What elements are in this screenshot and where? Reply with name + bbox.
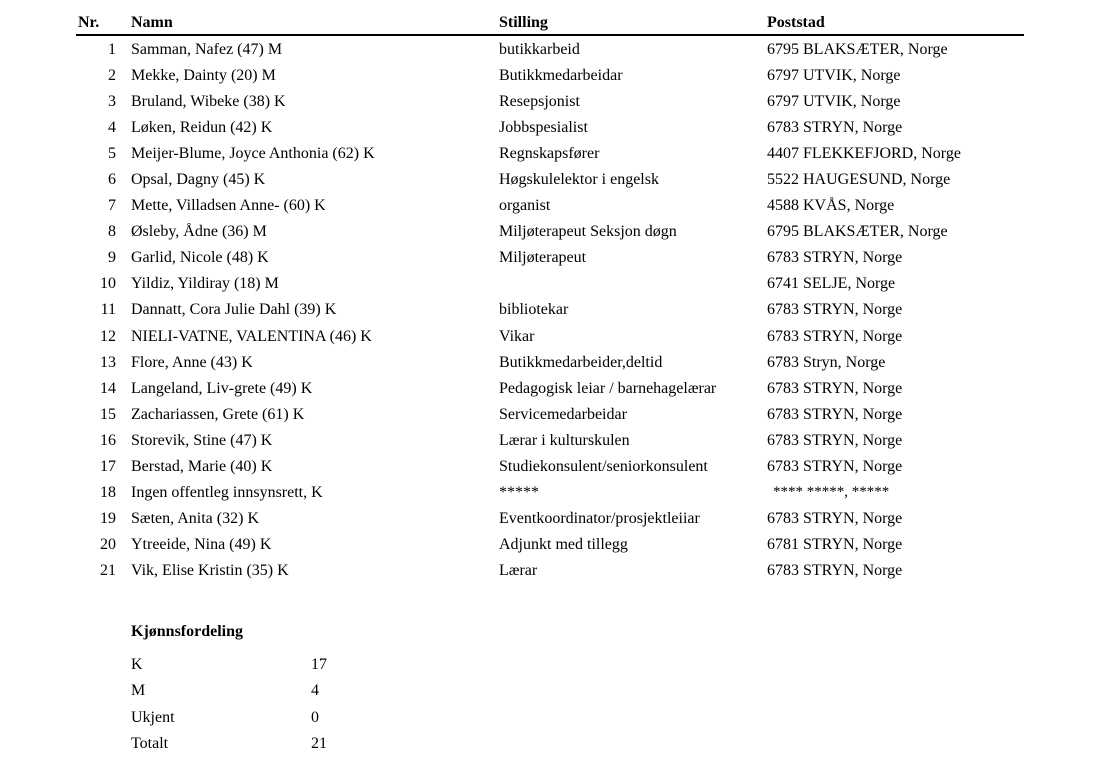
row-poststad: 6783 STRYN, Norge — [767, 327, 903, 345]
row-stilling: Servicemedarbeidar — [499, 405, 627, 423]
summary-row — [131, 706, 431, 732]
row-poststad: 6783 STRYN, Norge — [767, 119, 903, 137]
table-row — [76, 377, 1024, 403]
row-namn: Zachariassen, Grete (61) K — [131, 405, 305, 423]
row-namn: Mekke, Dainty (20) M — [131, 67, 276, 85]
row-nr: 21 — [100, 561, 116, 579]
row-poststad: 6783 STRYN, Norge — [767, 379, 903, 397]
summary-value: 21 — [311, 734, 327, 752]
row-nr: 20 — [100, 535, 116, 553]
table-row — [76, 142, 1024, 168]
row-namn: Samman, Nafez (47) M — [131, 41, 283, 58]
row-namn: Yildiz, Yildiray (18) M — [131, 275, 279, 293]
summary-label: M — [131, 682, 146, 700]
header-namn: Namn — [131, 14, 173, 31]
table-row — [76, 90, 1024, 116]
row-poststad: 6781 STRYN, Norge — [767, 535, 903, 553]
row-nr: 12 — [100, 327, 116, 345]
row-namn: NIELI-VATNE, VALENTINA (46) K — [131, 327, 372, 345]
table-row — [76, 38, 1024, 64]
table-row — [76, 298, 1024, 324]
row-nr: 19 — [100, 509, 116, 527]
row-namn: Berstad, Marie (40) K — [131, 457, 273, 475]
row-poststad: 6783 STRYN, Norge — [767, 249, 903, 267]
row-nr: 17 — [100, 457, 116, 475]
table-row — [76, 168, 1024, 194]
table-row — [76, 246, 1024, 272]
row-stilling: bibliotekar — [499, 301, 569, 319]
row-poststad: 6741 SELJE, Norge — [767, 275, 896, 293]
row-nr: 5 — [108, 145, 116, 163]
table-row — [76, 194, 1024, 220]
row-poststad: 6783 STRYN, Norge — [767, 509, 903, 527]
row-nr: 9 — [108, 249, 116, 267]
row-namn: Dannatt, Cora Julie Dahl (39) K — [131, 301, 337, 319]
row-poststad: 6797 UTVIK, Norge — [767, 93, 901, 111]
summary-row — [131, 679, 431, 705]
row-stilling: Resepsjonist — [499, 93, 580, 111]
applicant-table — [76, 38, 1024, 585]
row-nr: 10 — [100, 275, 116, 293]
row-poststad: 6783 STRYN, Norge — [767, 301, 903, 319]
row-stilling: Miljøterapeut — [499, 249, 587, 267]
row-namn: Meijer-Blume, Joyce Anthonia (62) K — [131, 145, 375, 163]
row-nr: 1 — [108, 41, 116, 58]
row-nr: 16 — [100, 431, 116, 449]
row-namn: Storevik, Stine (47) K — [131, 431, 273, 449]
row-stilling: butikkarbeid — [499, 41, 580, 58]
row-nr: 13 — [100, 353, 116, 371]
row-nr: 6 — [108, 171, 116, 189]
table-row — [76, 351, 1024, 377]
header-nr: Nr. — [78, 14, 100, 31]
table-row — [76, 220, 1024, 246]
row-poststad: 6783 STRYN, Norge — [767, 405, 903, 423]
table-row — [76, 481, 1024, 507]
row-namn: Sæten, Anita (32) K — [131, 509, 259, 527]
row-stilling: Jobbspesialist — [499, 119, 588, 137]
row-nr: 18 — [100, 483, 116, 501]
table-header — [76, 12, 1024, 36]
row-poststad: 4588 KVÅS, Norge — [767, 197, 895, 215]
row-nr: 14 — [100, 379, 116, 397]
row-namn: Vik, Elise Kristin (35) K — [131, 561, 289, 579]
summary-row — [131, 732, 431, 758]
summary-rows — [131, 653, 431, 758]
row-nr: 7 — [108, 197, 116, 215]
row-stilling: Vikar — [499, 327, 535, 345]
row-stilling: ***** — [499, 483, 539, 501]
row-namn: Bruland, Wibeke (38) K — [131, 93, 286, 111]
row-poststad: 6795 BLAKSÆTER, Norge — [767, 41, 948, 58]
summary-value: 4 — [311, 682, 319, 700]
summary-value: 17 — [311, 656, 327, 673]
row-namn: Opsal, Dagny (45) K — [131, 171, 266, 189]
table-row — [76, 64, 1024, 90]
row-poststad: 6795 BLAKSÆTER, Norge — [767, 223, 948, 241]
row-nr: 8 — [108, 223, 116, 241]
row-poststad: 6783 STRYN, Norge — [767, 431, 903, 449]
row-stilling: Butikkmedarbeider,deltid — [499, 353, 663, 371]
summary-label: Ukjent — [131, 708, 175, 726]
row-stilling: Studiekonsulent/seniorkonsulent — [499, 457, 708, 475]
row-namn: Ytreeide, Nina (49) K — [131, 535, 272, 553]
row-poststad: 6783 Stryn, Norge — [767, 353, 886, 371]
summary-label: K — [131, 656, 143, 673]
row-poststad: 6797 UTVIK, Norge — [767, 67, 901, 85]
row-poststad: 6783 STRYN, Norge — [767, 457, 903, 475]
table-row — [76, 429, 1024, 455]
row-stilling: Eventkoordinator/prosjektleiiar — [499, 509, 700, 527]
row-stilling: Regnskapsfører — [499, 145, 600, 163]
table-row — [76, 272, 1024, 298]
row-poststad: **** *****, ***** — [773, 483, 890, 500]
row-stilling: Lærar — [499, 561, 538, 579]
row-stilling: Butikkmedarbeidar — [499, 67, 623, 85]
row-stilling: Pedagogisk leiar / barnehagelærar — [499, 379, 717, 397]
header-stilling: Stilling — [499, 14, 548, 31]
row-namn: Garlid, Nicole (48) K — [131, 249, 269, 267]
row-namn: Løken, Reidun (42) K — [131, 119, 273, 137]
summary-title: Kjønnsfordeling — [131, 623, 244, 640]
row-namn: Flore, Anne (43) K — [131, 353, 253, 371]
row-namn: Mette, Villadsen Anne- (60) K — [131, 197, 326, 215]
table-row — [76, 116, 1024, 142]
row-nr: 11 — [100, 301, 116, 319]
row-stilling: Adjunkt med tillegg — [499, 535, 628, 553]
header-poststad: Poststad — [767, 14, 825, 31]
row-namn: Øsleby, Ådne (36) M — [131, 223, 267, 241]
row-stilling: Høgskulelektor i engelsk — [499, 171, 659, 189]
summary-label: Totalt — [131, 734, 169, 752]
table-row — [76, 325, 1024, 351]
gender-summary — [131, 623, 431, 758]
summary-value: 0 — [311, 708, 319, 726]
row-poststad: 4407 FLEKKEFJORD, Norge — [767, 145, 961, 163]
table-row — [76, 533, 1024, 559]
table-row — [76, 455, 1024, 481]
table-row — [76, 403, 1024, 429]
row-namn: Ingen offentleg innsynsrett, K — [131, 483, 323, 501]
table-row — [76, 507, 1024, 533]
summary-row — [131, 653, 431, 679]
row-stilling: Miljøterapeut Seksjon døgn — [499, 223, 677, 241]
row-stilling: Lærar i kulturskulen — [499, 431, 630, 449]
table-row — [76, 559, 1024, 585]
row-namn: Langeland, Liv-grete (49) K — [131, 379, 313, 397]
row-nr: 2 — [108, 67, 116, 85]
row-poststad: 6783 STRYN, Norge — [767, 561, 903, 579]
row-nr: 3 — [108, 93, 116, 111]
row-poststad: 5522 HAUGESUND, Norge — [767, 171, 951, 189]
row-nr: 15 — [100, 405, 116, 423]
row-stilling: organist — [499, 197, 551, 215]
row-nr: 4 — [108, 119, 116, 137]
